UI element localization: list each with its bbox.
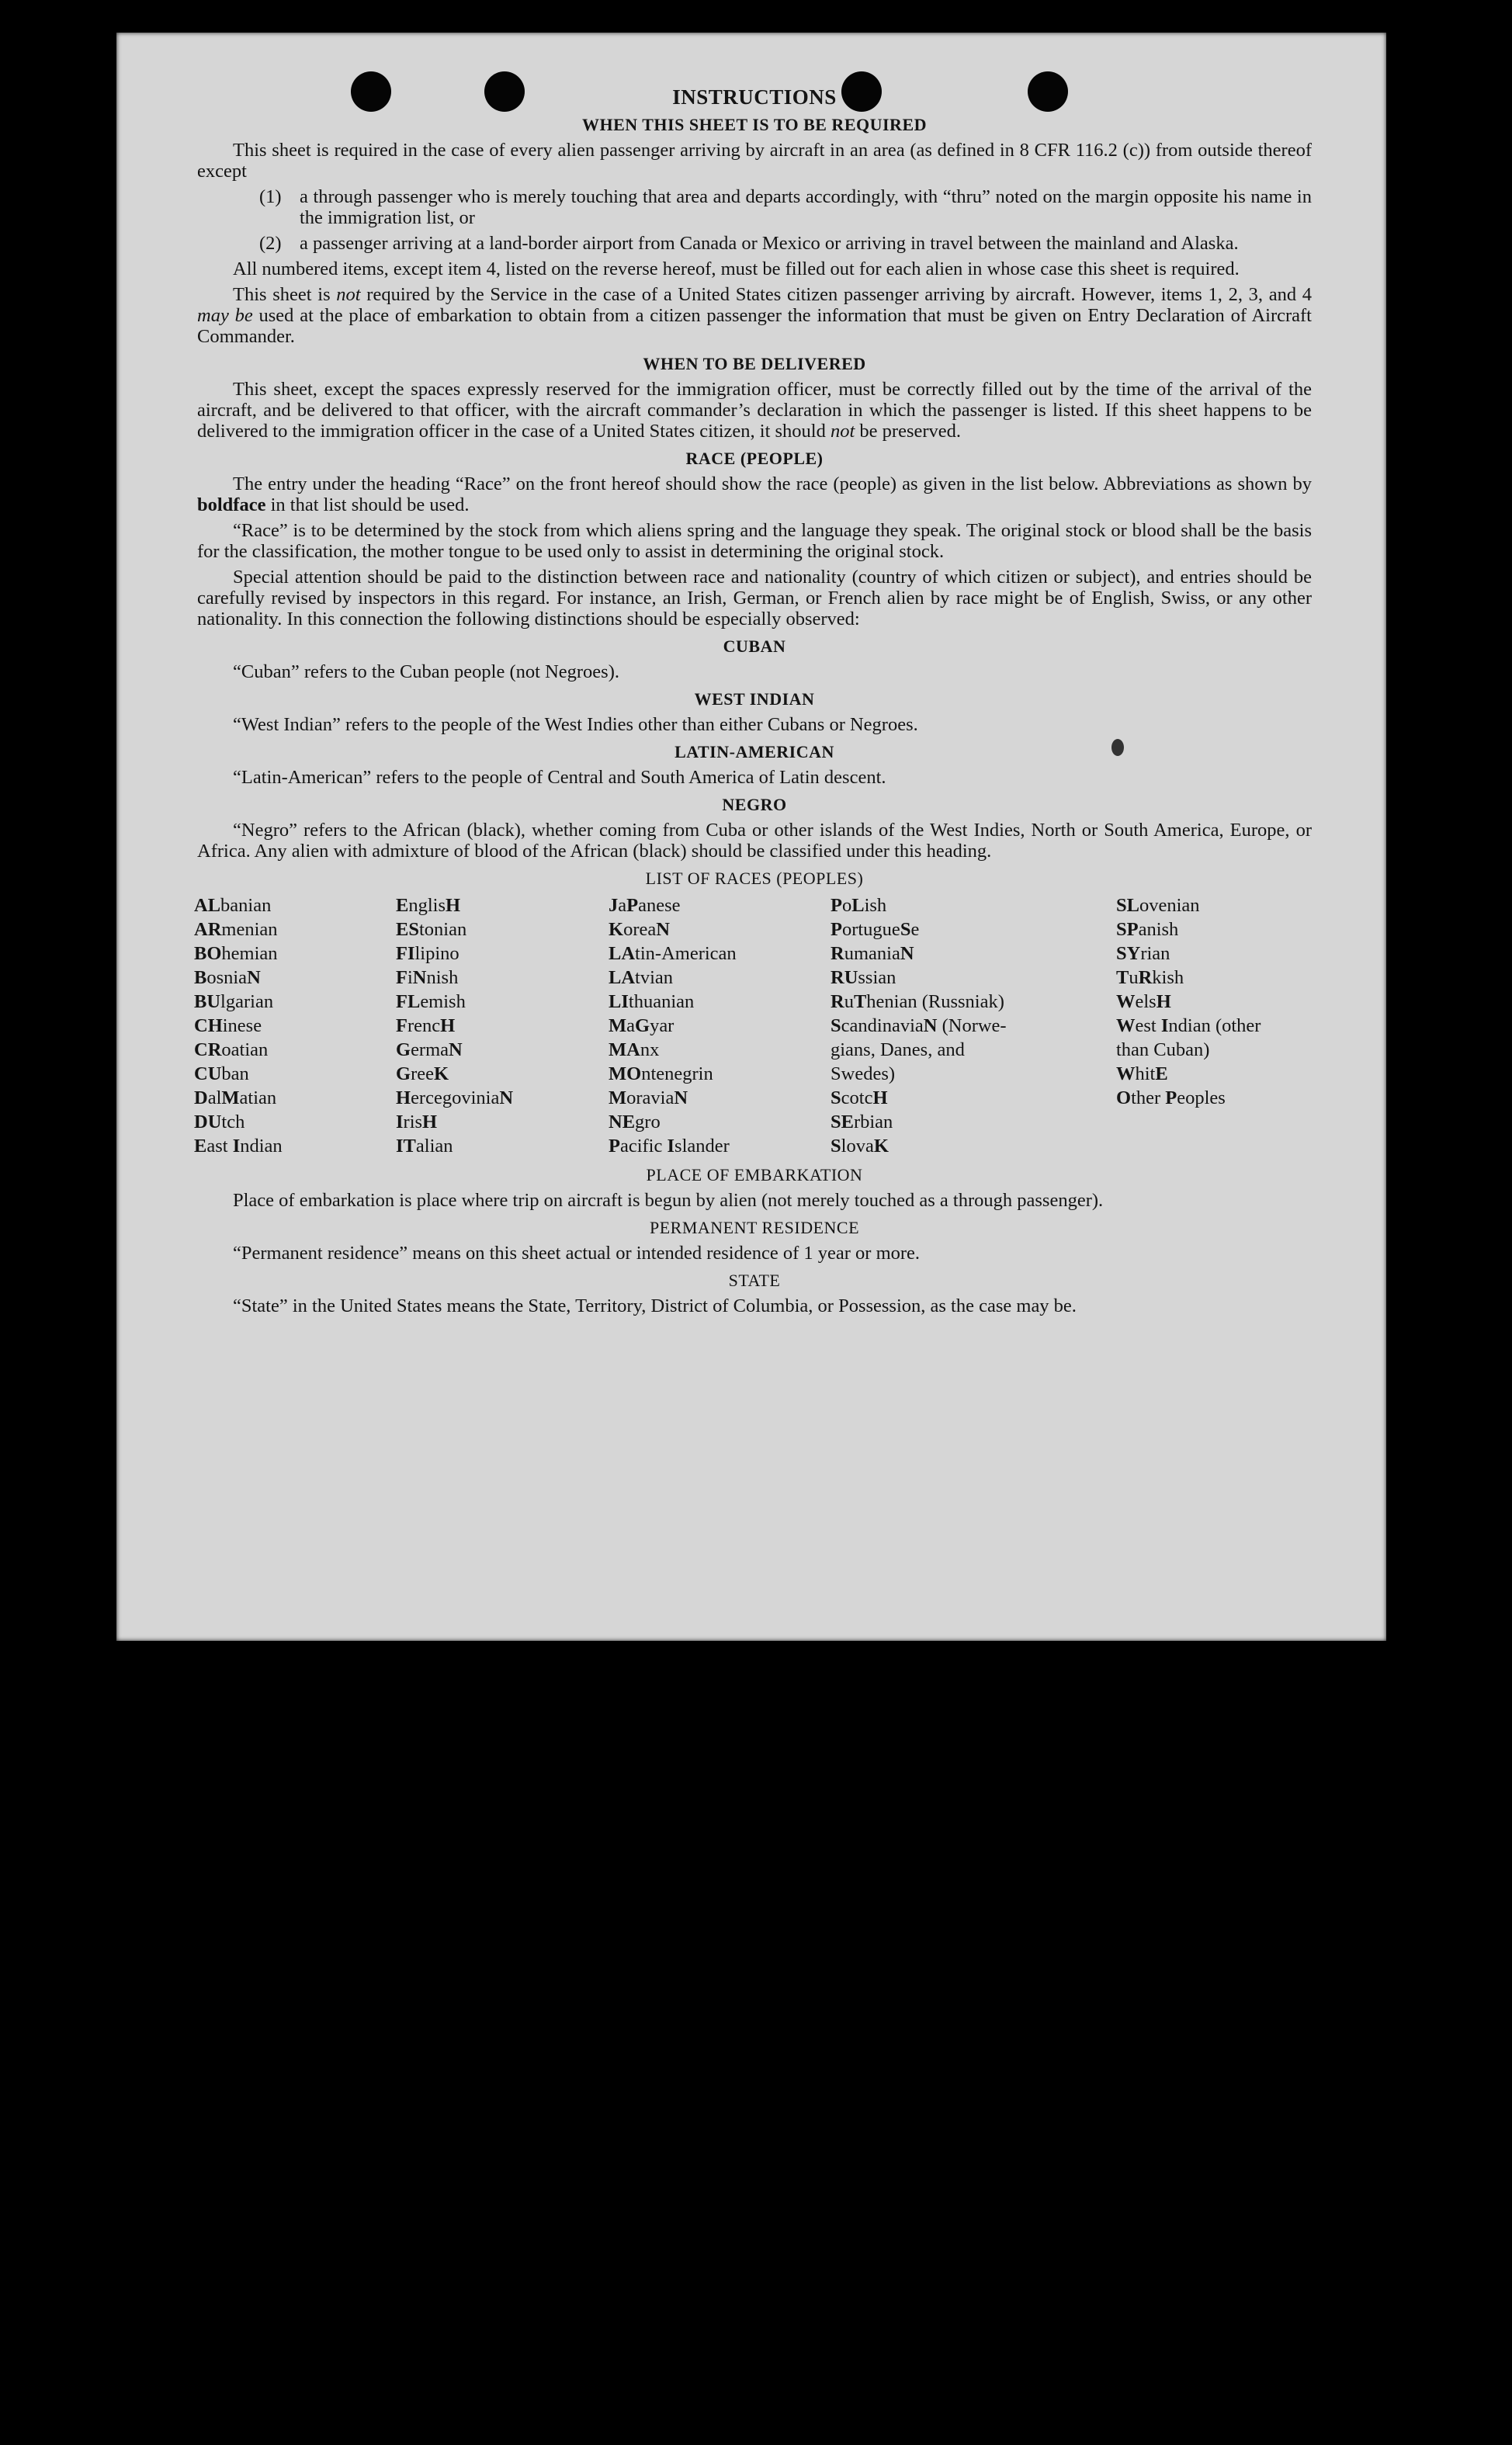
exception-text: a through passenger who is merely touching that area and departs accordingly, with “thru” noted on the margin opposite his name in the immigration list, or [300, 186, 1312, 228]
race-entry: than Cuban) [1116, 1039, 1210, 1060]
permanent-residence-paragraph: “Permanent residence” means on this sheet actual or intended residence of 1 year or more. [233, 1243, 921, 1264]
race-entry: RumaniaN [831, 943, 914, 964]
race-entry: MOntenegrin [609, 1063, 713, 1084]
race-entry: CRoatian [194, 1039, 269, 1060]
race-paragraph-2: “Race” is to be determined by the stock from which aliens spring and the language they speak. The original stock or blood shall be the basis for the classification, the mother tongue to be used only to assist in determining the original stock. [197, 520, 1312, 562]
section-heading-list-of-races: LIST OF RACES (PEOPLES) [645, 869, 864, 888]
exception-number: (2) [259, 233, 282, 254]
race-entry: DUtch [194, 1112, 245, 1132]
race-paragraph-1: The entry under the heading “Race” on the front hereof should show the race (people) as given in the list below. Abbreviations as shown by boldface in that list should be used. [197, 473, 1312, 515]
race-entry: CHinese [194, 1015, 262, 1036]
state-paragraph: “State” in the United States means the State, Territory, District of Columbia, or Possession, as the case may be. [233, 1295, 1077, 1316]
cuban-paragraph: “Cuban” refers to the Cuban people (not Negroes). [233, 661, 619, 682]
exception-item [197, 186, 1312, 228]
race-entry: GreeK [396, 1063, 449, 1084]
exception-number: (1) [259, 186, 282, 207]
races-column [831, 893, 1116, 1158]
race-entry: RuThenian (Russniak) [831, 991, 1004, 1012]
race-entry: WelsH [1116, 991, 1171, 1012]
race-entry: ScandinaviaN (Norwe- [831, 1015, 1007, 1036]
section-heading-permanent-residence: PERMANENT RESIDENCE [649, 1218, 860, 1237]
race-entry: GermaN [396, 1039, 463, 1060]
race-entry: SYrian [1116, 943, 1170, 964]
races-column [396, 893, 609, 1158]
instructions-content [194, 85, 1313, 1321]
race-entry: gians, Danes, and [831, 1039, 965, 1060]
section-heading-west-indian: WEST INDIAN [694, 689, 815, 709]
race-entry: PoLish [831, 895, 887, 916]
section-heading-place-of-embarkation: PLACE OF EMBARKATION [646, 1165, 863, 1184]
race-entry: West Indian (other [1116, 1015, 1261, 1036]
section-heading-cuban: CUBAN [723, 636, 786, 656]
when-delivered-paragraph: This sheet, except the spaces expressly reserved for the immigration officer, must be correctly filled out by the time of the arrival of the aircraft, and be delivered to that officer, with the aircraft commander’s declaration in which the passenger is listed. If this sheet happens to be delivered to the immigration officer in the case of a United States citizen, it should not be preserved. [197, 379, 1312, 442]
race-entry: FIlipino [396, 943, 459, 964]
race-entry: LIthuanian [609, 991, 695, 1012]
instructions-heading: INSTRUCTIONS [672, 85, 837, 109]
section-heading-when-delivered: WHEN TO BE DELIVERED [643, 354, 866, 373]
exception-item [197, 233, 1312, 254]
race-entry: Other Peoples [1116, 1087, 1226, 1108]
races-list [194, 893, 1312, 1158]
race-entry: LAtin-American [609, 943, 737, 964]
west-indian-paragraph: “West Indian” refers to the people of the West Indies other than either Cubans or Negroes. [233, 714, 918, 735]
race-entry: BUlgarian [194, 991, 274, 1012]
race-entry: KoreaN [609, 919, 670, 940]
race-entry: MoraviaN [609, 1087, 688, 1108]
races-column [609, 893, 831, 1158]
race-entry: BosniaN [194, 967, 261, 988]
race-entry: ALbanian [194, 895, 272, 916]
race-paragraph-3: Special attention should be paid to the distinction between race and nationality (country of which citizen or subject), and entries should be carefully revised by inspectors in this regard. For instance, an Irish, German, or French alien by race might be of English, Swiss, or any other nationality. In this connection the following distinctions should be especially observed: [197, 567, 1312, 629]
race-entry: East Indian [194, 1136, 283, 1157]
section-heading-state: STATE [728, 1271, 781, 1290]
race-entry: IrisH [396, 1112, 438, 1132]
race-entry: EnglisH [396, 895, 461, 916]
citizen-paragraph: This sheet is not required by the Service in the case of a United States citizen passenger arriving by aircraft. However, items 1, 2, 3, and 4 may be used at the place of embarkation to obtain from a citizen passenger the information that must be given on Entry Declaration of Aircraft Commander. [197, 284, 1313, 347]
race-entry: EStonian [396, 919, 467, 940]
race-entry: SPanish [1116, 919, 1179, 940]
race-entry: SLovenian [1116, 895, 1200, 916]
exception-text: a passenger arriving at a land-border airport from Canada or Mexico or arriving in travel between the mainland and Alaska. [300, 233, 1239, 254]
race-entry: WhitE [1116, 1063, 1168, 1084]
race-entry: TuRkish [1116, 967, 1184, 988]
race-entry: CUban [194, 1063, 249, 1084]
race-entry: NEgro [609, 1112, 661, 1132]
race-entry: Swedes) [831, 1063, 896, 1084]
document-sheet [116, 33, 1386, 1641]
latin-american-paragraph: “Latin-American” refers to the people of Central and South America of Latin descent. [233, 767, 886, 788]
race-entry: ScotcH [831, 1087, 888, 1108]
race-entry: FrencH [396, 1015, 456, 1036]
race-entry: MaGyar [609, 1015, 675, 1036]
races-column [194, 893, 396, 1158]
numbered-items-paragraph: All numbered items, except item 4, listed on the reverse hereof, must be filled out for each alien in whose case this sheet is required. [233, 258, 1240, 279]
section-heading-when-required: WHEN THIS SHEET IS TO BE REQUIRED [581, 115, 928, 134]
when-required-paragraph: This sheet is required in the case of every alien passenger arriving by aircraft in an area (as defined in 8 CFR 116.2 (c)) from outside thereof except [197, 140, 1312, 182]
section-heading-negro: NEGRO [722, 795, 787, 814]
race-entry: SlovaK [831, 1136, 889, 1157]
race-entry: Pacific Islander [609, 1136, 730, 1157]
place-of-embarkation-paragraph: Place of embarkation is place where trip on aircraft is begun by alien (not merely touched as a through passenger). [233, 1190, 1104, 1211]
race-entry: JaPanese [609, 895, 681, 916]
race-entry: ITalian [396, 1136, 453, 1157]
negro-paragraph: “Negro” refers to the African (black), whether coming from Cuba or other islands of the West Indies, North or South America, Europe, or Africa. Any alien with admixture of blood of the African (black) should be classified under this heading. [197, 820, 1312, 862]
race-entry: SErbian [831, 1112, 893, 1132]
section-heading-latin-american: LATIN-AMERICAN [675, 742, 834, 761]
section-heading-race: RACE (PEOPLE) [685, 449, 824, 468]
race-entry: FiNnish [396, 967, 459, 988]
race-entry: RUssian [831, 967, 896, 988]
race-entry: DalMatian [194, 1087, 277, 1108]
race-entry: FLemish [396, 991, 466, 1012]
race-entry: MAnx [609, 1039, 660, 1060]
race-entry: PortugueSe [831, 919, 920, 940]
race-entry: LAtvian [609, 967, 674, 988]
race-entry: ARmenian [194, 919, 278, 940]
races-column [1116, 893, 1309, 1158]
race-entry: BOhemian [194, 943, 278, 964]
race-entry: HercegoviniaN [396, 1087, 514, 1108]
